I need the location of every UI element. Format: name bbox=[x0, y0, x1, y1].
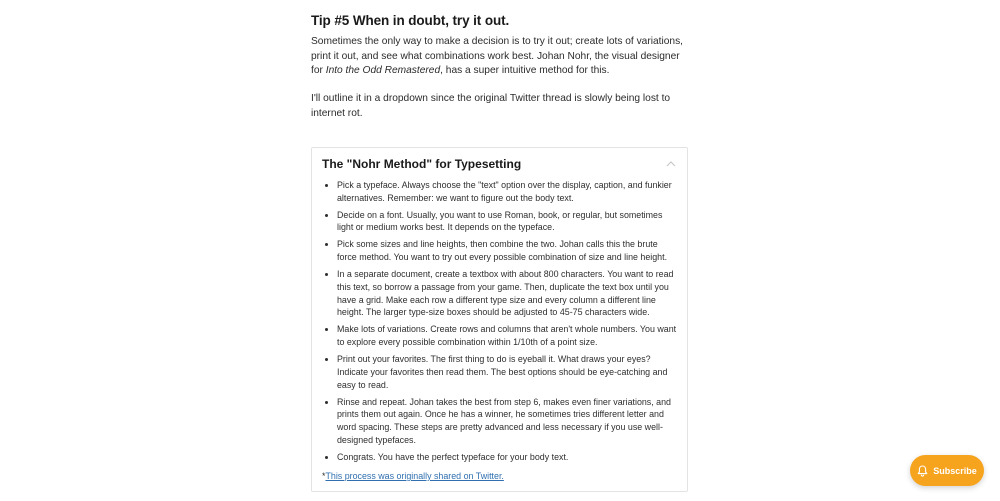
game-title-italic: Into the Odd Remastered bbox=[325, 65, 441, 76]
subscribe-label: Subscribe bbox=[933, 465, 977, 476]
list-item: Pick a typeface. Always choose the "text" option over the display, caption, and funkier alternatives. Remember: we want to figure out the body text. bbox=[322, 179, 678, 205]
nohr-method-dropdown[interactable] bbox=[311, 147, 688, 492]
tip-paragraph-intro bbox=[311, 35, 689, 79]
tip-paragraph-outline: I'll outline it in a dropdown since the original Twitter thread is slowly being lost to internet rot. bbox=[311, 93, 671, 119]
list-item: Pick some sizes and line heights, then combine the two. Johan calls this the brute force method. You want to try out every possible combination of size and line height. bbox=[322, 238, 678, 264]
list-item: Rinse and repeat. Johan takes the best from step 6, makes even finer variations, and prints them out again. Once he has a winner, he sometimes tries different letter and word spacing. These steps are pretty advanced and less necessary if you use well-designed typefaces. bbox=[322, 396, 678, 447]
list-item: Print out your favorites. The first thing to do is eyeball it. What draws your eyes? Indicate your favorites then read them. The best options should be eye-catching and easy to read. bbox=[322, 353, 678, 391]
steps-list bbox=[322, 179, 678, 468]
list-item: Congrats. You have the perfect typeface for your body text. bbox=[322, 451, 678, 464]
footnote-asterisk: * bbox=[322, 471, 326, 481]
list-item: In a separate document, create a textbox with about 800 characters. You want to read this text, so borrow a passage from your game. Then, duplicate the text box until you have a grid. Make each row a different type size and every column a different line height. The larger type-size boxes should be adjusted to 45-75 characters wide. bbox=[322, 268, 678, 319]
footnote bbox=[322, 470, 504, 482]
bell-icon bbox=[917, 465, 928, 477]
intro-text-start: Sometimes the only way to make a decision is to try it out; create lots of variations, print it out, and see what combinations work best. Johan Nohr, the visual designer for bbox=[311, 36, 684, 76]
list-item: Make lots of variations. Create rows and columns that aren't whole numbers. You want to explore every possible combination within 1/10th of a point size. bbox=[322, 323, 678, 349]
dropdown-title: The "Nohr Method" for Typesetting bbox=[322, 157, 522, 171]
chevron-up-icon[interactable] bbox=[665, 158, 677, 170]
list-item: Decide on a font. Usually, you want to use Roman, book, or regular, but sometimes light or medium works best. It depends on the typeface. bbox=[322, 209, 678, 235]
twitter-source-link[interactable]: This process was originally shared on Twitter. bbox=[325, 471, 504, 481]
subscribe-button[interactable] bbox=[910, 455, 984, 486]
tip-heading: Tip #5 When in doubt, try it out. bbox=[311, 13, 510, 28]
intro-text-end: , has a super intuitive method for this. bbox=[440, 65, 610, 76]
